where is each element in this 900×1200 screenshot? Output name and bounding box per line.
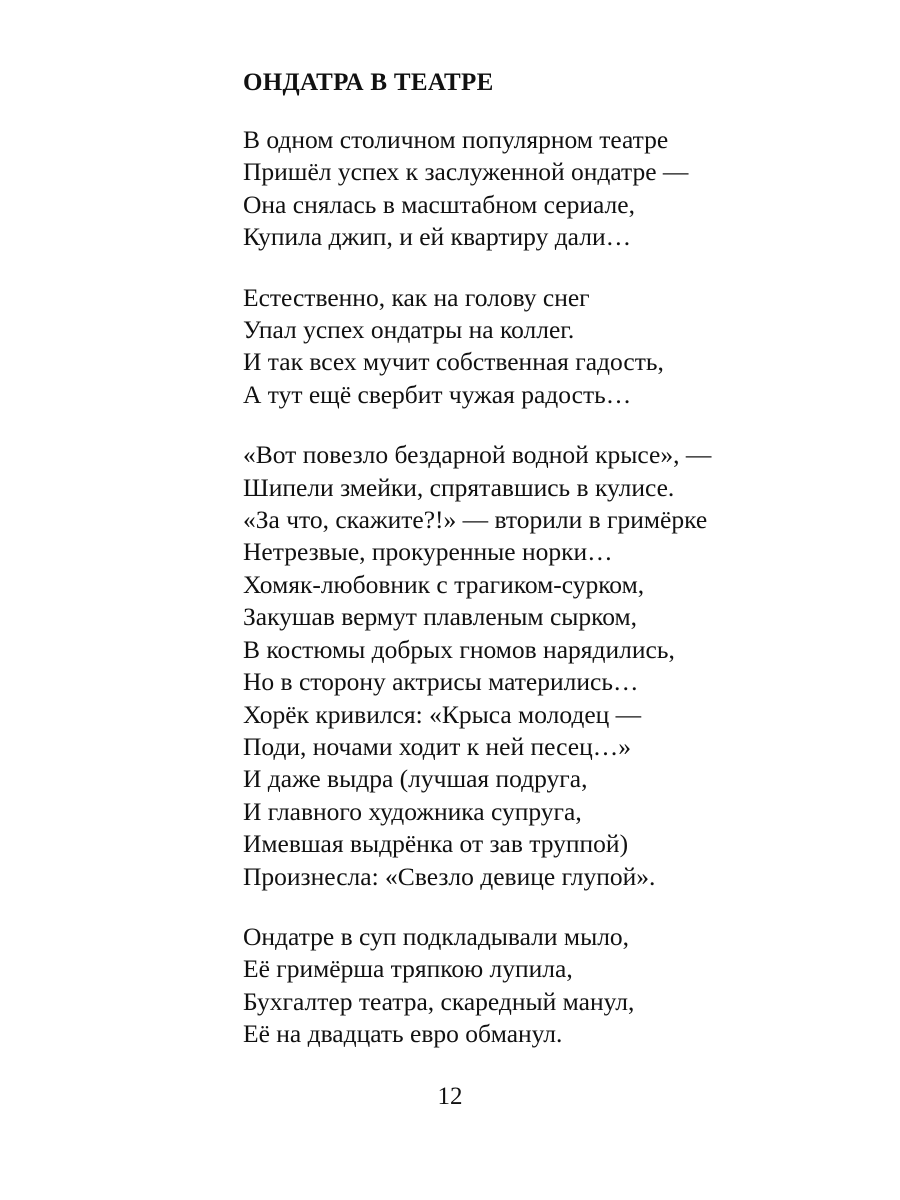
poem-line: Имевшая выдрёнка от зав труппой) xyxy=(243,829,629,859)
poem-line: Закушав вермут плавленым сырком, xyxy=(243,602,638,632)
poem-line: «За что, скажите?!» — вторили в гримёрке xyxy=(243,505,708,535)
poem-line: А тут ещё свербит чужая радость… xyxy=(243,379,632,409)
poem-line: Ондатре в суп подкладывали мыло, xyxy=(243,921,630,951)
poem-line: И даже выдра (лучшая подруга, xyxy=(243,764,588,794)
poem-body xyxy=(243,124,883,1079)
poem-line: В одном столичном популярном театре xyxy=(243,125,669,154)
poem-line: Она снялась в масштабном сериале, xyxy=(243,189,635,219)
stanza-3 xyxy=(243,439,883,893)
poem-line: Естественно, как на голову снег xyxy=(243,282,590,312)
poem-line: Её гримёрша тряпкою лупила, xyxy=(243,954,573,984)
poem-line: Но в сторону актрисы матерились… xyxy=(243,667,639,697)
stanza-1 xyxy=(243,124,883,254)
poem-line: Произнесла: «Свезло девице глупой». xyxy=(243,861,656,891)
stanza-2 xyxy=(243,282,883,412)
poem-line: Хомяк-любовник с трагиком-сурком, xyxy=(243,569,645,599)
poem-line: И главного художника супруга, xyxy=(243,796,582,826)
poem-line: В костюмы добрых гномов нарядились, xyxy=(243,634,675,664)
poem-line: «Вот повезло бездарной водной крысе», — xyxy=(243,440,712,470)
poem-line: Пришёл успех к заслуженной ондатре — xyxy=(243,157,689,187)
poem-line: Нетрезвые, прокуренные норки… xyxy=(243,537,613,567)
poem-line: Хорёк кривился: «Крыса молодец — xyxy=(243,699,642,729)
stanza-4 xyxy=(243,921,883,1051)
poem-line: И так всех мучит собственная гадость, xyxy=(243,347,664,377)
poem-line: Поди, ночами ходит к ней песец…» xyxy=(243,731,631,761)
poem-title: ОНДАТРА В ТЕАТРЕ xyxy=(243,69,494,96)
page-number: 12 xyxy=(437,1083,463,1110)
poem-line: Купила джип, и ей квартиру дали… xyxy=(243,222,632,252)
poem-line: Шипели змейки, спрятавшись в кулисе. xyxy=(243,472,675,502)
poem-line: Упал успех ондатры на коллег. xyxy=(243,315,575,345)
poem-line: Её на двадцать евро обманул. xyxy=(243,1019,563,1049)
poem-line: Бухгалтер театра, скаредный манул, xyxy=(243,986,635,1016)
